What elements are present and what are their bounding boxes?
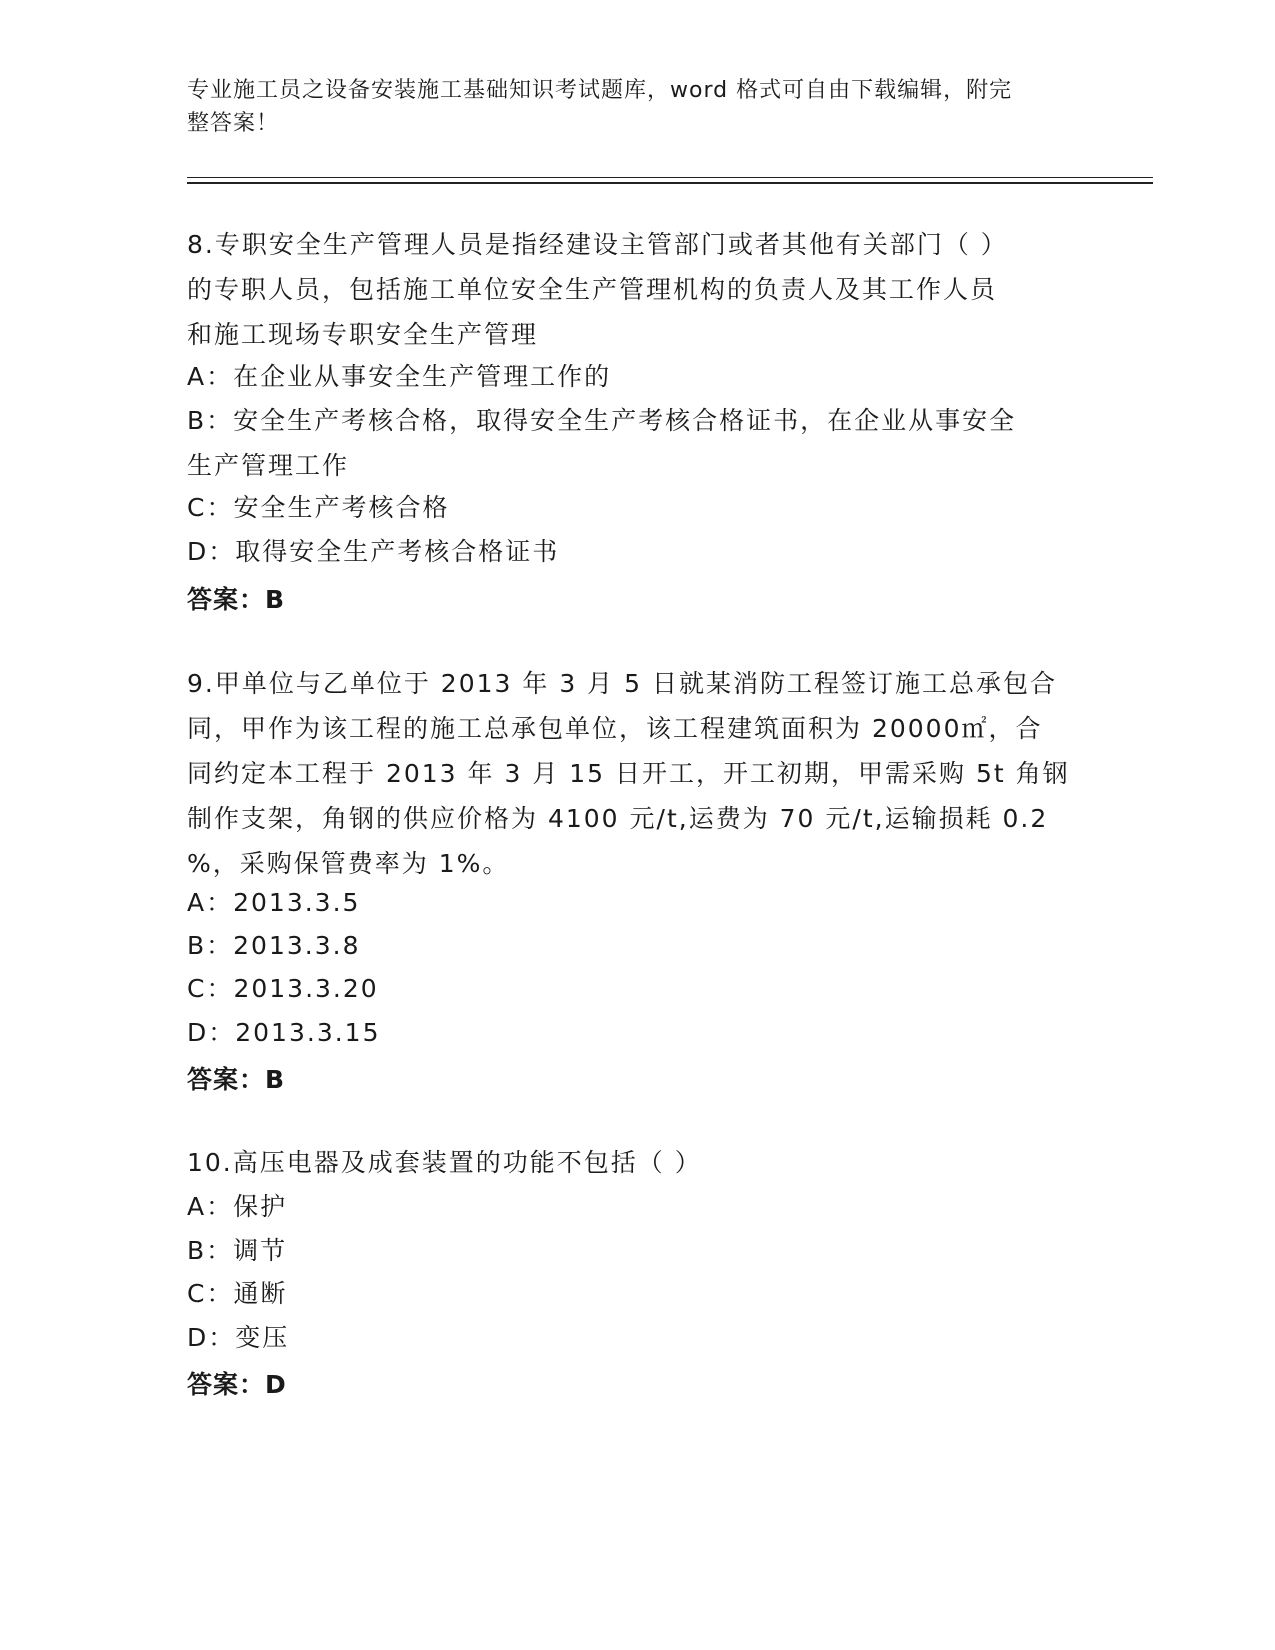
option-line: A：保护	[187, 1192, 288, 1221]
question-line: %，采购保管费率为 1%。	[187, 849, 510, 878]
question-8-stem	[187, 222, 1087, 357]
header-divider	[187, 182, 1153, 184]
option-line: A：2013.3.5	[187, 888, 361, 917]
question-10-option-c	[187, 1271, 1087, 1316]
option-line: B：2013.3.8	[187, 931, 361, 960]
question-10-option-a	[187, 1184, 1087, 1229]
question-10-answer: 答案：D	[187, 1370, 287, 1399]
question-8-option-d	[187, 529, 1087, 574]
question-9-option-b	[187, 923, 1087, 968]
question-9-answer: 答案：B	[187, 1065, 286, 1094]
question-line: 9.甲单位与乙单位于 2013 年 3 月 5 日就某消防工程签订施工总承包合	[187, 669, 1057, 698]
option-line: B：安全生产考核合格，取得安全生产考核合格证书，在企业从事安全	[187, 406, 1017, 435]
question-8-option-b	[187, 398, 1087, 488]
question-line: 制作支架，角钢的供应价格为 4100 元/t,运费为 70 元/t,运输损耗 0.2	[187, 804, 1049, 833]
header-line: 整答案！	[187, 111, 280, 136]
option-line: C：通断	[187, 1279, 288, 1308]
option-line: D：变压	[187, 1323, 290, 1352]
document-header	[187, 74, 1087, 140]
question-line: 和施工现场专职安全生产管理	[187, 320, 539, 349]
question-8-option-c	[187, 485, 1087, 530]
option-line: 生产管理工作	[187, 451, 350, 480]
question-8-option-a	[187, 354, 1087, 399]
question-10-stem	[187, 1140, 1087, 1185]
question-9-option-a	[187, 880, 1087, 925]
question-9-option-d	[187, 1010, 1087, 1055]
option-line: A：在企业从事安全生产管理工作的	[187, 362, 612, 391]
header-line: 专业施工员之设备安装施工基础知识考试题库，word 格式可自由下载编辑，附完	[187, 78, 1013, 103]
question-line: 同约定本工程于 2013 年 3 月 15 日开工，开工初期，甲需采购 5t 角钢	[187, 759, 1070, 788]
question-10-option-d	[187, 1315, 1087, 1360]
question-line: 同，甲作为该工程的施工总承包单位，该工程建筑面积为 20000㎡，合	[187, 714, 1043, 743]
question-line: 10.高压电器及成套装置的功能不包括（ ）	[187, 1148, 702, 1177]
header-divider	[187, 177, 1153, 178]
question-line: 8.专职安全生产管理人员是指经建设主管部门或者其他有关部门（ ）	[187, 230, 1008, 259]
option-line: B：调节	[187, 1236, 288, 1265]
question-9-option-c	[187, 966, 1087, 1011]
option-line: C：2013.3.20	[187, 974, 379, 1003]
question-line: 的专职人员，包括施工单位安全生产管理机构的负责人及其工作人员	[187, 275, 998, 304]
question-8-answer: 答案：B	[187, 585, 286, 614]
question-10-option-b	[187, 1228, 1087, 1273]
option-line: C：安全生产考核合格	[187, 493, 450, 522]
option-line: D：取得安全生产考核合格证书	[187, 537, 560, 566]
question-9-stem	[187, 661, 1087, 886]
option-line: D：2013.3.15	[187, 1018, 381, 1047]
